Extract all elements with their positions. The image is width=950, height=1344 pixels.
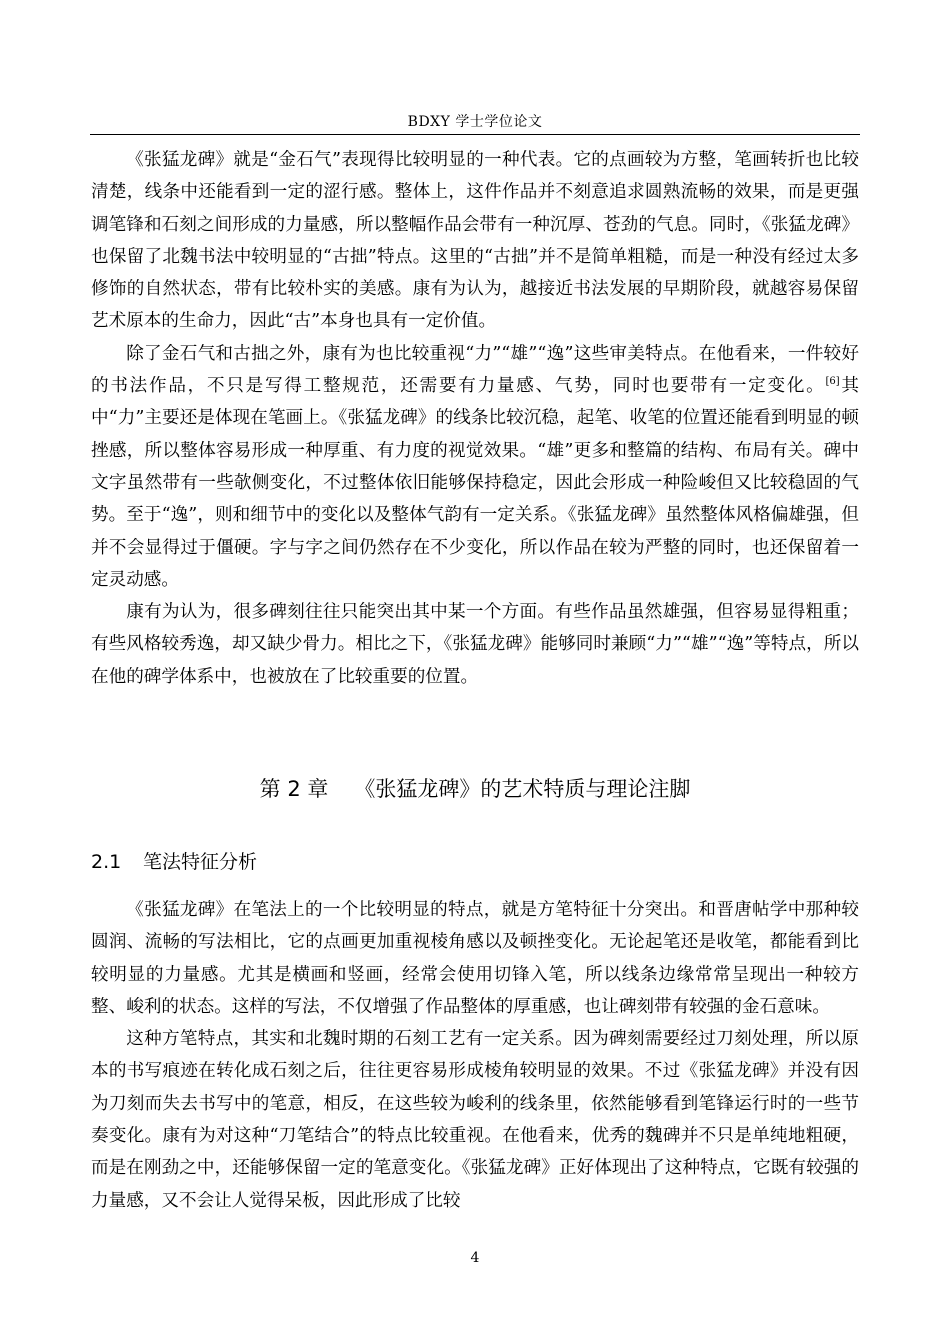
citation-marker: [6] — [825, 376, 840, 388]
running-header: BDXY 学士学位论文 — [407, 114, 543, 130]
body-text-top — [91, 144, 859, 693]
paragraph-text: 除了金石气和古拙之外，康有为也比较重视“力”“雄”“逸”这些审美特点。在他看来，一件较好的书法作品，不只是写得工整规范，还需要有力量感、气势，同时也要带有一定变化。 — [91, 343, 859, 397]
body-text-bottom — [91, 894, 859, 1217]
chapter-title: 《张猛龙碑》的艺术特质与理论注脚 — [354, 777, 691, 801]
header-rule — [90, 134, 860, 135]
section-number: 2.1 — [91, 851, 122, 873]
paragraph: 康有为认为，很多碑刻往往只能突出其中某一个方面。有些作品虽然雄强，但容易显得粗重；有些风格较秀逸，却又缺少骨力。相比之下，《张猛龙碑》能够同时兼顾“力”“雄”“逸”等特点，所以在他的碑学体系中，也被放在了比较重要的位置。 — [91, 602, 859, 687]
chapter-number: 第 2 章 — [259, 777, 329, 801]
section-title: 笔法特征分析 — [143, 851, 258, 873]
chapter-heading — [90, 774, 860, 804]
paragraph-text: 其中“力”主要还是体现在笔画上。《张猛龙碑》的线条比较沉稳，起笔、收笔的位置还能看到明显的顿挫感，所以整体容易形成一种厚重、有力度的视觉效果。“雄”更多和整篇的结构、布局有关。碑中文字虽然带有一些欹侧变化，不过整体依旧能够保持稳定，因此会形成一种险峻但又比较稳固的气势。至于“逸”，则和细节中的变化以及整体气韵有一定关系。《张猛龙碑》虽然整体风格偏雄强，但并不会显得过于僵硬。字与字之间仍然存在不少变化，所以作品在较为严整的同时，也还保留着一定灵动感。 — [91, 376, 859, 590]
paragraph: 这种方笔特点，其实和北魏时期的石刻工艺有一定关系。因为碑刻需要经过刀刻处理，所以原本的书写痕迹在转化成石刻之后，往往更容易形成棱角较明显的效果。不过《张猛龙碑》并没有因为刀刻而失去书写中的笔意，相反，在这些较为峻利的线条里，依然能够看到笔锋运行时的一些节奏变化。康有为对这种“刀笔结合”的特点比较重视。在他看来，优秀的魏碑并不只是单纯地粗硬，而是在刚劲之中，还能够保留一定的笔意变化。《张猛龙碑》正好体现出了这种特点，它既有较强的力量感，又不会让人觉得呆板，因此形成了比较 — [91, 1029, 859, 1211]
section-heading — [91, 848, 257, 876]
paragraph — [91, 338, 859, 596]
paragraph: 《张猛龙碑》就是“金石气”表现得比较明显的一种代表。它的点画较为方整，笔画转折也比较清楚，线条中还能看到一定的涩行感。整体上，这件作品并不刻意追求圆熟流畅的效果，而是更强调笔锋和石刻之间形成的力量感，所以整幅作品会带有一种沉厚、苍劲的气息。同时，《张猛龙碑》也保留了北魏书法中较明显的“古拙”特点。这里的“古拙”并不是简单粗糙，而是一种没有经过太多修饰的自然状态，带有比较朴实的美感。康有为认为，越接近书法发展的早期阶段，就越容易保留艺术原本的生命力，因此“古”本身也具有一定价值。 — [91, 150, 859, 332]
page-number: 4 — [470, 1250, 480, 1266]
paragraph: 《张猛龙碑》在笔法上的一个比较明显的特点，就是方笔特征十分突出。和晋唐帖学中那种较圆润、流畅的写法相比，它的点画更加重视棱角感以及顿挫变化。无论起笔还是收笔，都能看到比较明显的力量感。尤其是横画和竖画，经常会使用切锋入笔，所以线条边缘常常呈现出一种较方整、峻利的状态。这样的写法，不仅增强了作品整体的厚重感，也让碑刻带有较强的金石意味。 — [91, 900, 859, 1017]
